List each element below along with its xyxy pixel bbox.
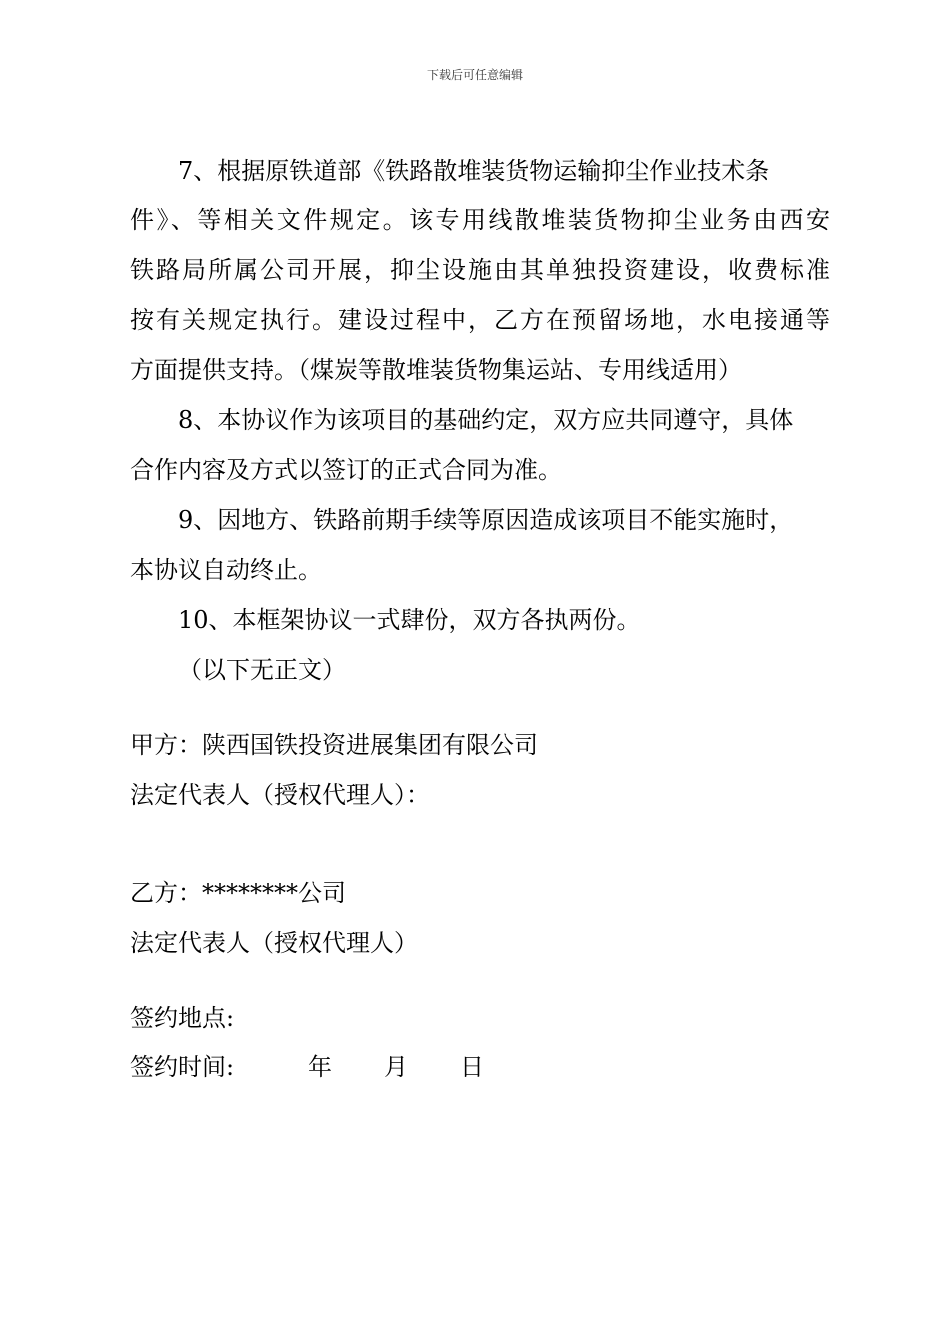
clause-8-line-1: 8、本协议作为该项目的基础约定，双方应共同遵守，具体	[178, 406, 794, 434]
clause-10: 10、本框架协议一式肆份，双方各执两份。	[178, 606, 641, 634]
clause-7-line-5: 方面提供支持。（煤炭等散堆装货物集运站、专用线适用）	[130, 356, 742, 384]
clause-7-line-4: 按有关规定执行。建设过程中，乙方在预留场地，水电接通等	[130, 306, 830, 334]
signing-time-label: 签约时间:	[130, 1053, 235, 1081]
party-b: 乙方：********公司	[130, 879, 346, 907]
signing-time	[130, 1052, 830, 1082]
signing-year-label: 年	[308, 1053, 332, 1081]
page-header: 下载后可任意编辑	[426, 68, 523, 82]
clause-9-line-1: 9、因地方、铁路前期手续等原因造成该项目不能实施时，	[178, 506, 794, 534]
clause-7-line-3: 铁路局所属公司开展，抑尘设施由其单独投资建设，收费标准	[130, 256, 830, 284]
no-further-text: （以下无正文）	[178, 656, 346, 684]
clause-8-line-2: 合作内容及方式以签订的正式合同为准。	[130, 456, 562, 484]
signing-day-label: 日	[460, 1053, 484, 1081]
signing-place: 签约地点:	[130, 1004, 235, 1032]
clause-7-line-1: 7、根据原铁道部《铁路散堆装货物运输抑尘作业技术条	[178, 157, 770, 185]
party-a: 甲方：陕西国铁投资进展集团有限公司	[130, 731, 538, 759]
clause-7-line-2: 件》、等相关文件规定。该专用线散堆装货物抑尘业务由西安	[130, 206, 830, 234]
signing-month-label: 月	[384, 1053, 408, 1081]
party-a-representative: 法定代表人（授权代理人）：	[130, 781, 430, 809]
clause-9-line-2: 本协议自动终止。	[130, 556, 322, 584]
party-b-representative: 法定代表人（授权代理人）	[130, 929, 418, 957]
